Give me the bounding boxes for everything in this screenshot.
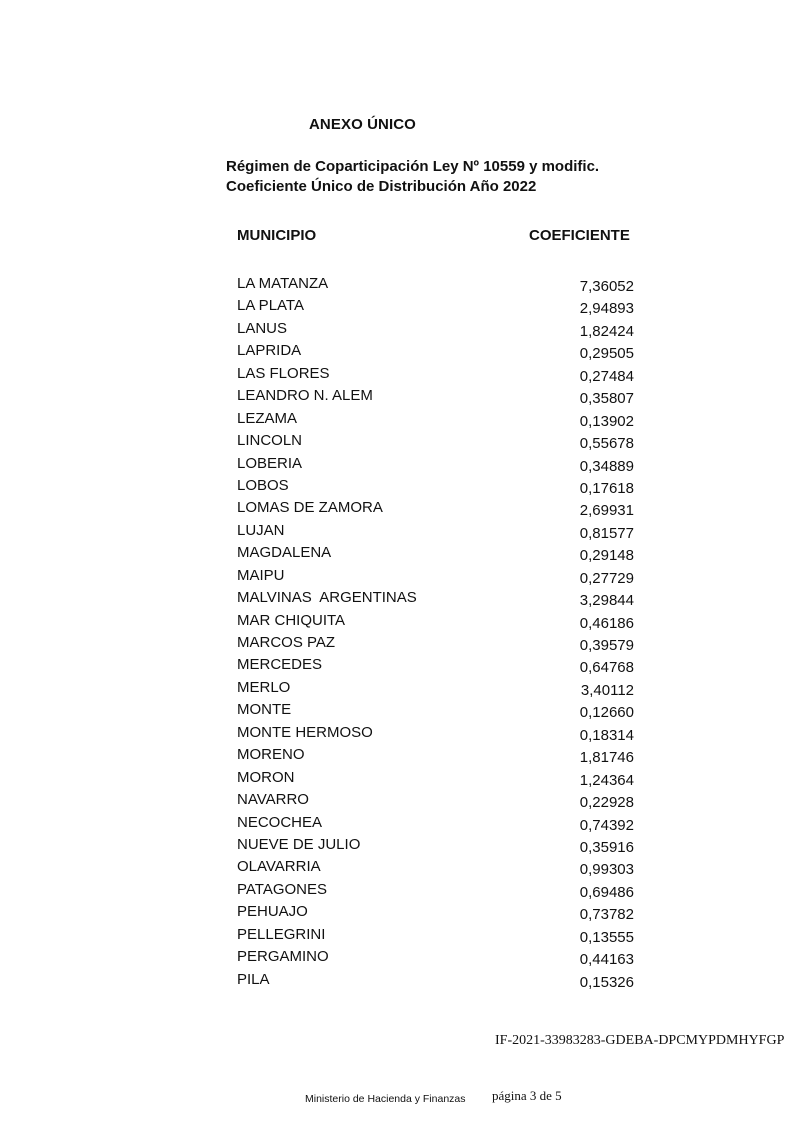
- coefficient-value: 0,29505: [579, 345, 634, 363]
- municipio-name: LINCOLN: [237, 432, 303, 450]
- table-row: [0, 387, 800, 409]
- municipio-name: LOMAS DE ZAMORA: [237, 499, 383, 517]
- table-row: [0, 410, 800, 432]
- coefficient-value: 0,34889: [579, 457, 634, 475]
- municipio-name: MORENO: [237, 746, 305, 764]
- coefficient-value: 0,81577: [579, 524, 634, 542]
- table-row: [0, 544, 800, 566]
- municipio-name: MAIPU: [237, 566, 285, 584]
- table-row: [0, 499, 800, 521]
- municipio-name: LANUS: [237, 319, 288, 337]
- municipio-name: NUEVE DE JULIO: [237, 835, 361, 853]
- coefficient-value: 0,27484: [579, 367, 634, 385]
- column-header-coeficiente: COEFICIENTE: [529, 227, 630, 244]
- table-row: [0, 477, 800, 499]
- coefficient-value: 0,29148: [579, 547, 634, 565]
- subtitle-coefficient: Coeficiente Único de Distribución Año 2022: [226, 178, 537, 195]
- coefficient-value: 7,36052: [579, 278, 634, 295]
- table-row: [0, 365, 800, 387]
- table-row: [0, 589, 800, 611]
- coefficient-value: 0,64768: [579, 659, 634, 677]
- municipio-name: MALVINAS ARGENTINAS: [237, 589, 417, 607]
- footer-ministry: Ministerio de Hacienda y Finanzas: [305, 1093, 466, 1105]
- table-row: [0, 724, 800, 746]
- municipio-name: MONTE HERMOSO: [237, 723, 373, 741]
- footer-page-number: página 3 de 5: [492, 1088, 562, 1103]
- table-row: [0, 791, 800, 813]
- table-row: [0, 432, 800, 454]
- subtitle-regime: Régimen de Coparticipación Ley Nº 10559 y modific.: [226, 158, 600, 175]
- municipio-name: MERLO: [237, 678, 291, 696]
- municipio-name: PEHUAJO: [237, 903, 308, 921]
- column-header-municipio: MUNICIPIO: [237, 227, 317, 244]
- document-id: IF-2021-33983283-GDEBA-DPCMYPDMHYFGP: [495, 1033, 785, 1048]
- coefficient-value: 0,35916: [579, 838, 634, 856]
- annex-title: ANEXO ÚNICO: [309, 116, 416, 133]
- municipio-name: MONTE: [237, 701, 292, 719]
- coefficient-value: 3,40112: [580, 681, 634, 699]
- table-row: [0, 634, 800, 656]
- table-row: [0, 971, 800, 993]
- coefficient-value: 0,15326: [579, 973, 634, 991]
- coefficient-value: 0,17618: [579, 479, 634, 497]
- coefficient-value: 0,35807: [579, 390, 634, 408]
- municipio-name: LOBERIA: [237, 454, 303, 472]
- municipio-name: PERGAMINO: [237, 948, 329, 966]
- table-row: [0, 814, 800, 836]
- coefficient-value: 0,44163: [579, 951, 634, 969]
- coefficient-value: 0,55678: [579, 435, 634, 453]
- table-row: [0, 297, 800, 319]
- table-row: [0, 881, 800, 903]
- coefficient-value: 2,69931: [579, 502, 634, 520]
- coefficient-value: 0,22928: [579, 794, 634, 812]
- coefficient-value: 0,13902: [579, 412, 634, 430]
- coefficient-value: 1,24364: [579, 771, 634, 789]
- table-row: [0, 769, 800, 791]
- coefficient-value: 0,99303: [579, 861, 634, 879]
- table-row: [0, 567, 800, 589]
- table-row: [0, 903, 800, 925]
- coefficient-value: 0,69486: [579, 883, 634, 901]
- table-row: [0, 320, 800, 342]
- table-row: [0, 455, 800, 477]
- coefficient-value: 0,18314: [579, 726, 634, 744]
- coefficient-value: 3,29844: [579, 592, 634, 610]
- municipio-name: MAR CHIQUITA: [237, 611, 346, 629]
- municipio-name: LEANDRO N. ALEM: [237, 387, 373, 405]
- municipio-name: LA MATANZA: [237, 275, 329, 292]
- municipio-name: LAS FLORES: [237, 364, 330, 382]
- municipio-name: PATAGONES: [237, 880, 328, 898]
- table-row: [0, 948, 800, 970]
- municipio-name: LA PLATA: [237, 297, 304, 315]
- coefficient-value: 0,74392: [579, 816, 634, 834]
- coefficient-value: 0,13555: [579, 928, 634, 946]
- municipio-name: MORON: [237, 768, 295, 786]
- municipio-name: OLAVARRIA: [237, 858, 321, 876]
- coefficient-table: [0, 275, 800, 993]
- municipio-name: LOBOS: [237, 476, 289, 494]
- municipio-name: MERCEDES: [237, 656, 323, 674]
- municipio-name: PELLEGRINI: [237, 925, 326, 943]
- table-row: [0, 522, 800, 544]
- municipio-name: NAVARRO: [237, 791, 309, 809]
- table-row: [0, 612, 800, 634]
- coefficient-value: 0,12660: [579, 704, 634, 722]
- municipio-name: LAPRIDA: [237, 342, 302, 360]
- table-row: [0, 701, 800, 723]
- coefficient-value: 1,82424: [579, 322, 634, 340]
- table-row: [0, 746, 800, 768]
- table-row: [0, 858, 800, 880]
- table-row: [0, 679, 800, 701]
- municipio-name: MAGDALENA: [237, 544, 332, 562]
- municipio-name: LUJAN: [237, 521, 285, 539]
- municipio-name: MARCOS PAZ: [237, 634, 336, 651]
- municipio-name: PILA: [237, 970, 270, 988]
- municipio-name: NECOCHEA: [237, 813, 323, 831]
- municipio-name: LEZAMA: [237, 409, 298, 427]
- coefficient-value: 1,81746: [579, 749, 634, 767]
- table-row: [0, 275, 800, 297]
- coefficient-value: 0,46186: [579, 614, 634, 632]
- table-row: [0, 342, 800, 364]
- table-row: [0, 836, 800, 858]
- table-row: [0, 656, 800, 678]
- coefficient-value: 2,94893: [579, 300, 634, 318]
- table-row: [0, 926, 800, 948]
- coefficient-value: 0,39579: [579, 637, 634, 654]
- coefficient-value: 0,27729: [579, 569, 634, 587]
- coefficient-value: 0,73782: [579, 906, 634, 924]
